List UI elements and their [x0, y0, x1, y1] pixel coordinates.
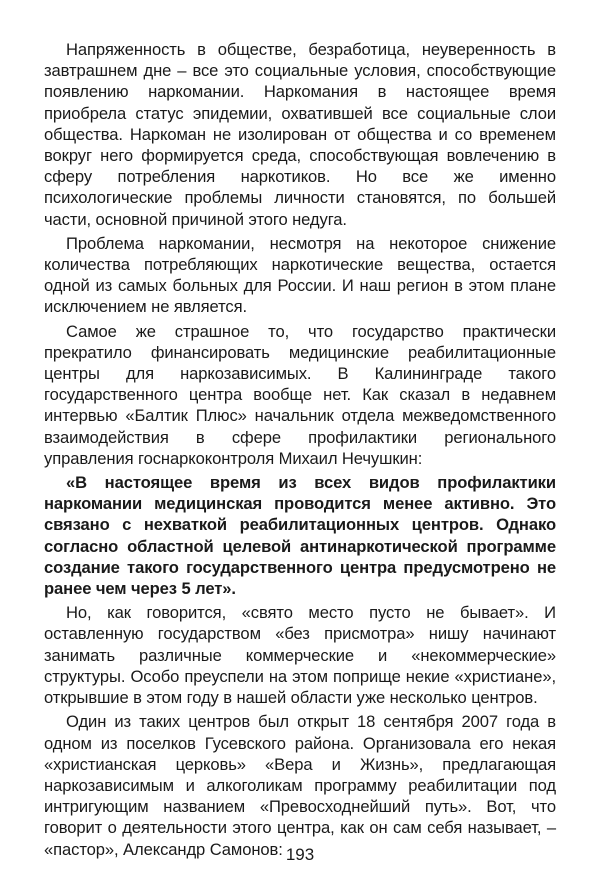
page-number: 193 [285, 845, 315, 864]
paragraph-niche-structures: Но, как говорится, «свято место пусто не бывает». И оставленную государством «без присмотра» нишу начинают занимать различные коммерческие и «некоммерческие» структуры. Особо преуспели на этом поприще некие «христиане», открывшие в этом году в нашей области уже несколько центров. [44, 603, 556, 708]
paragraph-state-funding: Самое же страшное то, что государство практически прекратило финансировать медицинские реабилитационные центры для наркозависимых. В Калининграде такого государственного центра вообще нет. Как сказал в недавнем интервью «Балтик Плюс» начальник отдела межведомственного взаимодействия в сфере профилактики регионального управления госнаркоконтроля Михаил Нечушкин: [44, 321, 556, 468]
paragraph-gusev-center: Один из таких центров был открыт 18 сентября 2007 года в одном из поселков Гусевского района. Организовала его некая «христианская церковь» «Вера и Жизнь», предлагающая наркозависимым и алкоголикам программу реабилитации под интригующим названием «Превосходнейший путь». Вот, что говорит о деятельности этого центра, как он сам себя называет, – «пастор», Александр Самонов: [44, 712, 556, 859]
paragraph-social-conditions: Напряженность в обществе, безработица, неуверенность в завтрашнем дне – все это социальные условия, способствующие появлению наркомании. Наркомания в настоящее время приобрела статус эпидемии, охватившей все социальные слои общества. Наркоман не изолирован от общества и со временем вокруг него формируется среда, способствующая вовлечению в сферу потребления наркотиков. Но все же именно психологические проблемы личности становятся, по большей части, основной причиной этого недуга. [44, 40, 556, 229]
paragraph-drug-problem-russia: Проблема наркомании, несмотря на некоторое снижение количества потребляющих наркотические вещества, остается одной из самых больных для России. И наш регион в этом плане исключением не является. [44, 233, 556, 317]
paragraph-quote-nechushkin: «В настоящее время из всех видов профилактики наркомании медицинская проводится менее активно. Это связано с нехваткой реабилитационных центров. Однако согласно областной целевой антинаркотической программе создание такого государственного центра предусмотрено не ранее чем через 5 лет». [44, 473, 556, 599]
